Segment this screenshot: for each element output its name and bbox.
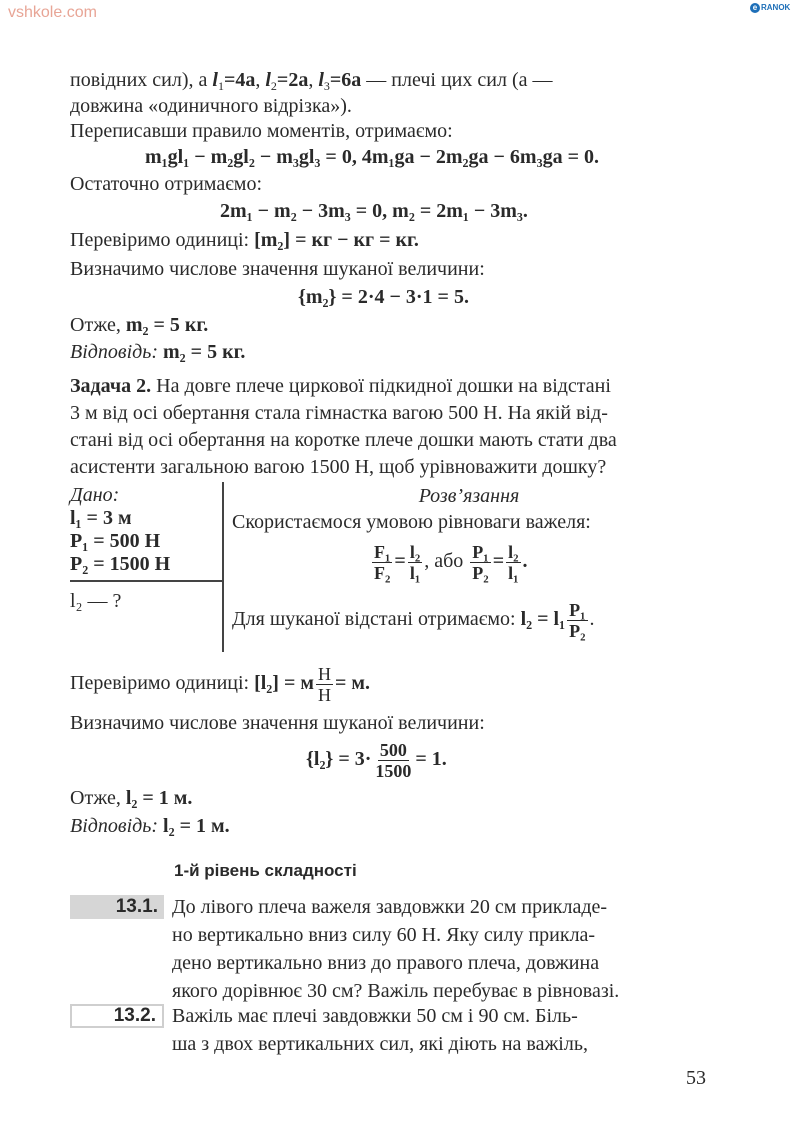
denominator: l₁ — [409, 562, 421, 583]
denominator: l₁ — [508, 562, 519, 583]
units-eq: [l₂] = м — [254, 672, 314, 694]
answer-label: Відповідь: — [70, 815, 159, 837]
exercise-line: якого дорівнює 30 см? Важіль перебуває в рівновазі. — [172, 980, 620, 1002]
so-label: Отже, — [70, 314, 121, 336]
or-label: , або — [424, 550, 464, 572]
given-divider-vertical — [222, 482, 224, 652]
watermark: vshkole.com — [8, 4, 97, 21]
intro-text: повідних сил), а — [70, 69, 208, 91]
exercise-line: Важіль має плечі завдовжки 50 см і 90 см. Біль- — [172, 1005, 578, 1027]
denominator: 1500 — [375, 760, 412, 781]
given-item: l₁ = 3 м — [70, 507, 132, 529]
answer-eq: m₂ = 5 кг. — [163, 341, 246, 363]
fraction — [372, 542, 392, 583]
numerator: P₁ — [569, 599, 586, 620]
numerator: 500 — [379, 739, 407, 760]
exercise-number-13-1: 13.1. — [70, 895, 164, 919]
units-label: Перевіримо одиниці: — [70, 229, 250, 251]
task2-line-1 — [70, 374, 710, 398]
value-equation-m2: {m₂} = 2·4 − 3·1 = 5. — [298, 286, 469, 308]
numerator: P₁ — [472, 541, 489, 562]
given-divider-horizontal — [70, 580, 223, 582]
value-rhs: = 1. — [415, 748, 447, 770]
answer-line-m2 — [70, 340, 710, 364]
so-line-m2 — [70, 313, 710, 337]
equation-moments: m₁gl₁ − m₂gl₂ − m₃gl₃ = 0, 4m₁ga − 2m₂ga − 6m₃ga = 0. — [145, 146, 599, 168]
section-heading: 1-й рівень складності — [174, 861, 357, 880]
answer-eq: l₂ = 1 м. — [163, 815, 230, 837]
intro-line-3: Переписавши правило моментів, отримаємо: — [70, 120, 453, 142]
units-check-m2 — [70, 228, 710, 252]
task2-line-2: 3 м від осі обертання стала гімнастка вагою 500 Н. На якій від- — [70, 402, 608, 424]
fraction — [506, 542, 520, 583]
fraction — [316, 664, 333, 705]
exercise-13-2 — [172, 1002, 708, 1058]
numerator: F₁ — [374, 541, 391, 562]
logo-mark-icon: e — [750, 3, 760, 13]
given-item: P₁ = 500 Н — [70, 530, 161, 552]
denominator: Н — [318, 684, 331, 705]
task2-line-3: стані від осі обертання на коротке плече дошки мають стати два — [70, 429, 617, 451]
intro-line-1: повідних сил), а $l_1=4a$, $l_2=2a$, $l_3=6a$ — плечі цих сил (a — — [70, 69, 553, 93]
value-lhs: {l₂} = 3· — [306, 748, 372, 770]
solution-line-2: Для шуканої відстані отримаємо: l₂ = l₁ $\frac{\text{P₁}}{\text{P₂}}$ . — [232, 599, 595, 641]
exercise-line: ша з двох вертикальних сил, які діють на важіль, — [172, 1033, 588, 1055]
numerator: l₂ — [508, 541, 519, 562]
exercise-line: но вертикально вниз силу 60 Н. Яку силу прикла- — [172, 924, 596, 946]
exercise-13-1 — [172, 893, 708, 1005]
units-label: Перевіримо одиниці: — [70, 672, 250, 694]
intro-text: — плечі цих сил (a — — [366, 69, 553, 91]
value-label-m2: Визначимо числове значення шуканої величини: — [70, 258, 485, 280]
exercise-line: До лівого плеча важеля завдовжки 20 см прикладе- — [172, 896, 608, 918]
l3-value: =6a — [329, 69, 362, 91]
given-item: P₂ = 1500 Н — [70, 553, 171, 575]
intro-line-4: Остаточно отримаємо: — [70, 173, 263, 195]
l-symbol: l — [212, 69, 218, 91]
task2-text: На довге плече циркової підкидної дошки на відстані — [156, 375, 611, 397]
exercise-line: дено вертикально вниз до правого плеча, довжина — [172, 952, 600, 974]
fraction — [567, 600, 587, 641]
task2-line-4: асистенти загальною вагою 1500 Н, щоб урівноважити дошку? — [70, 456, 607, 478]
solution-text: Для шуканої відстані отримаємо: — [232, 608, 516, 630]
fraction — [373, 740, 413, 781]
solution-line-1: Скористаємося умовою рівноваги важеля: — [232, 511, 591, 533]
denominator: P₂ — [472, 562, 489, 583]
denominator: P₂ — [569, 620, 586, 641]
equation-final: 2m₁ − m₂ − 3m₃ = 0, m₂ = 2m₁ − 3m₃. — [220, 200, 528, 222]
intro-line-2: довжина «одиничного відрізка»). — [70, 95, 352, 117]
publisher-logo — [750, 3, 790, 13]
so-eq: l₂ = 1 м. — [125, 787, 193, 809]
answer-label: Відповідь: — [70, 341, 159, 363]
so-label: Отже, — [70, 787, 121, 809]
solution-label: Розв’язання — [418, 485, 520, 507]
logo-text: RANOK — [761, 3, 791, 12]
units-check-l2 — [70, 660, 710, 706]
l1-value: =4a — [223, 69, 256, 91]
value-label-l2: Визначимо числове значення шуканої величини: — [70, 712, 485, 734]
given-label: Дано: — [70, 484, 120, 506]
units-eq: [m₂] = кг − кг = кг. — [254, 229, 419, 251]
lever-equilibrium-formula: $\frac{\text{F₁}}{\text{F₂}}$ = $\frac{\text{l₂}}{\text{l₁}}$ , або $\frac{\text{P₁}}{\text{P₂}}$ = $\frac{\text{l₂}}{\text{l₁}}$ . — [374, 541, 528, 583]
units-eq: = м. — [335, 672, 371, 694]
denominator: F₂ — [374, 562, 391, 583]
numerator: l₂ — [409, 541, 421, 562]
fraction — [408, 542, 422, 583]
l2-value: =2a — [276, 69, 309, 91]
find-item: l₂ — ? — [70, 590, 122, 612]
fraction — [470, 542, 490, 583]
exercise-number-13-2: 13.2. — [70, 1004, 164, 1028]
answer-line-l2 — [70, 814, 710, 838]
numerator: Н — [318, 663, 331, 684]
result-formula: l₂ = l₁ — [520, 608, 566, 630]
so-line-l2 — [70, 786, 710, 810]
so-eq: m₂ = 5 кг. — [125, 314, 209, 336]
page-number: 53 — [686, 1067, 706, 1089]
value-equation-l2 — [306, 736, 447, 782]
given-block — [70, 484, 220, 613]
task2-title: Задача 2. — [70, 375, 152, 397]
